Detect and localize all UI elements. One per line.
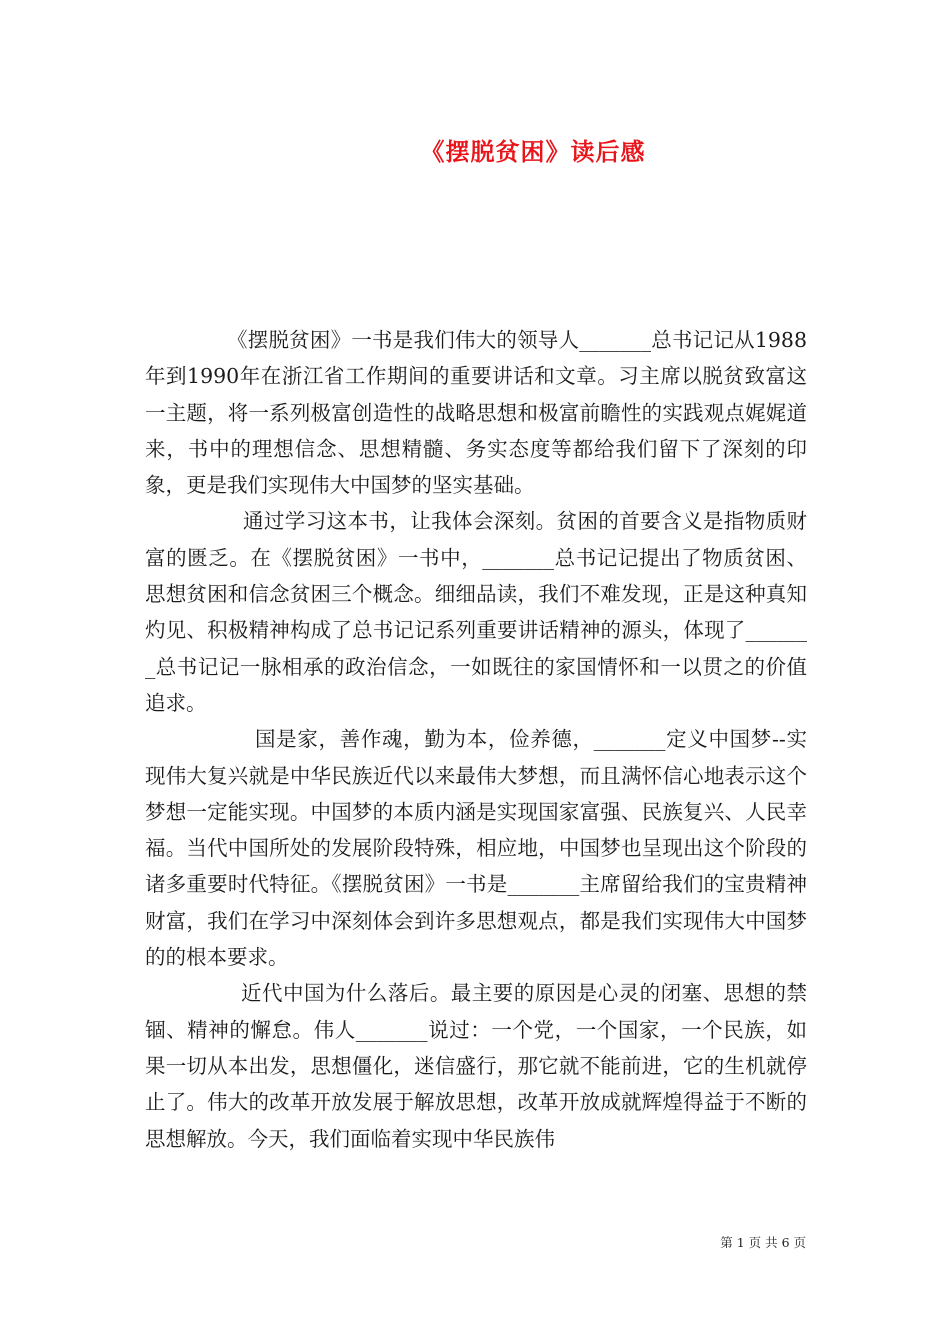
page-footer: 第 1 页 共 6 页 (720, 1235, 806, 1250)
document-title: 《摆脱贫困》读后感 (420, 138, 646, 166)
paragraph-3: 国是家，善作魂，勤为本，俭养德，_______定义中国梦--实现伟大复兴就是中华民族近代以来最伟大梦想，而且满怀信心地表示这个梦想一定能实现。中国梦的本质内涵是实现国家富强、民族复兴、人民幸福。当代中国所处的发展阶段特殊，相应地，中国梦也呈现出这个阶段的诸多重要时代特征。《摆脱贫困》一书是_______主席留给我们的宝贵精神财富，我们在学习中深刻体会到许多思想观点，都是我们实现伟大中国梦的的根本要求。 (145, 727, 807, 970)
paragraph-2: 通过学习这本书，让我体会深刻。贫困的首要含义是指物质财富的匮乏。在《摆脱贫困》一书中，_______总书记记提出了物质贫困、思想贫困和信念贫困三个概念。细细品读，我们不难发现，正是这种真知灼见、积极精神构成了总书记记系列重要讲话精神的源头，体现了_______总书记记一脉相承的政治信念，一如既往的家国情怀和一以贯之的价值追求。 (145, 509, 807, 715)
paragraph-4: 近代中国为什么落后。最主要的原因是心灵的闭塞、思想的禁锢、精神的懈怠。伟人_______说过：一个党，一个国家，一个民族，如果一切从本出发，思想僵化，迷信盛行，那它就不能前进，它的生机就停止了。伟大的改革开放发展于解放思想，改革开放成就辉煌得益于不断的思想解放。今天，我们面临着实现中华民族伟 (145, 981, 807, 1151)
paragraph-1: 《摆脱贫困》一书是我们伟大的领导人_______总书记记从1988年到1990年在浙江省工作期间的重要讲话和文章。习主席以脱贫致富这一主题，将一系列极富创造性的战略思想和极富前瞻性的实践观点娓娓道来，书中的理想信念、思想精髓、务实态度等都给我们留下了深刻的印象，更是我们实现伟大中国梦的坚实基础。 (145, 328, 807, 498)
document-body (145, 322, 807, 1157)
